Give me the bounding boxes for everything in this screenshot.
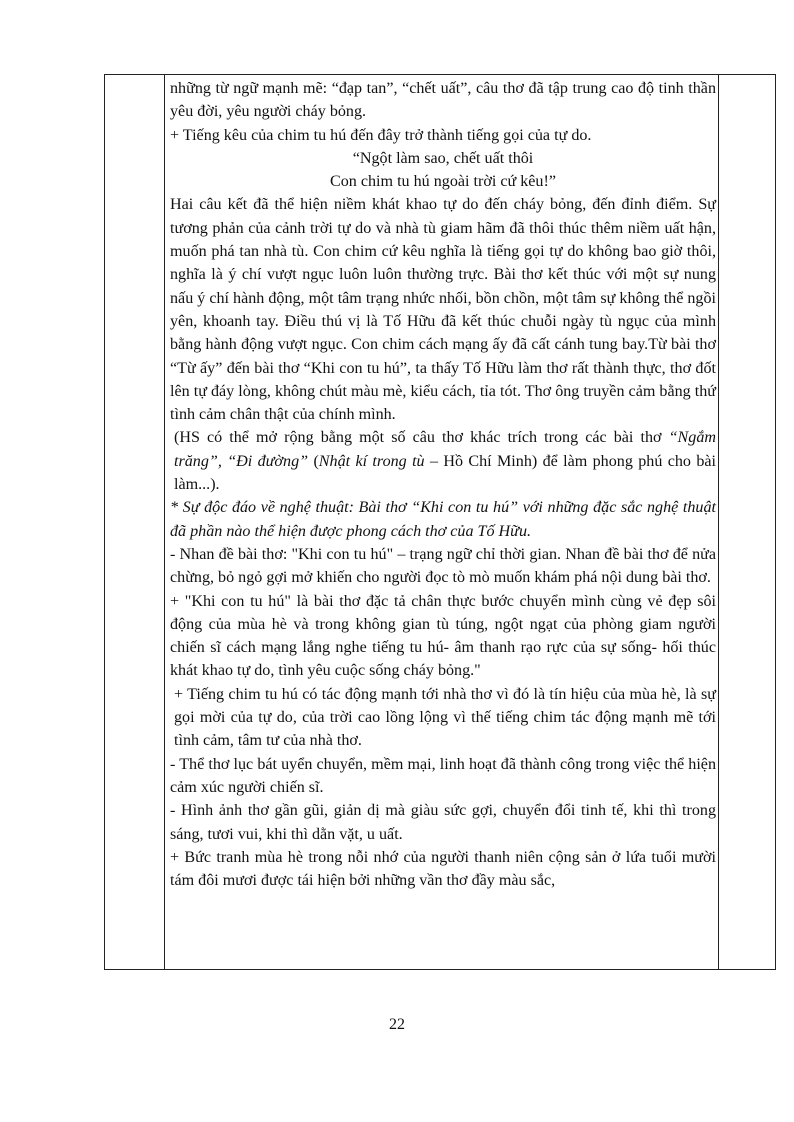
- text-run: (HS có thể mở rộng bằng một số câu thơ khác trích trong các bài thơ: [174, 429, 662, 447]
- paragraph: + Bức tranh mùa hè trong nỗi nhớ của người thanh niên cộng sản ở lứa tuổi mười tám đôi mươi được tái hiện bởi những vần thơ đầy màu sắc,: [170, 848, 716, 890]
- text-run: (: [313, 452, 319, 470]
- italic-text: Nhật kí trong tù: [318, 452, 425, 470]
- table-content-cell: [165, 75, 720, 969]
- paragraph: - Nhan đề bài thơ: "Khi con tu hú" – trạng ngữ chỉ thời gian. Nhan đề bài thơ để nửa chừng, bỏ ngỏ gợi mở khiến cho người đọc tò mò muốn khám phá nội dung bài thơ.: [170, 545, 716, 587]
- table-right-column: [718, 75, 775, 969]
- paragraph: + Tiếng chim tu hú có tác động mạnh tới nhà thơ vì đó là tín hiệu của mùa hè, là sự gọi mời của tự do, của trời cao lồng lộng vì thế tiếng chim tác động mạnh mẽ tới tình cảm, tâm tư của nhà thơ.: [174, 685, 716, 750]
- table-left-column: [105, 75, 165, 969]
- paragraph: những từ ngữ mạnh mẽ: “đạp tan”, “chết uất”, câu thơ đã tập trung cao độ tinh thần yêu đời, yêu người cháy bỏng.: [170, 80, 716, 121]
- paragraph: - Thể thơ lục bát uyển chuyển, mềm mại, linh hoạt đã thành công trong việc thể hiện cảm xúc người chiến sĩ.: [170, 755, 716, 796]
- paragraph: [170, 426, 716, 496]
- poem-line: Con chim tu hú ngoài trời cứ kêu!”: [330, 173, 556, 191]
- paragraph: + "Khi con tu hú" là bài thơ đặc tả chân thực bước chuyển mình cùng vẻ đẹp sôi động của mùa hè và trong không gian tù túng, ngột ngạt của phòng giam người chiến sĩ cách mạng lắng nghe tiếng tu hú- âm thanh rạo rực của sự sống- hối thúc khát khao tự do, tình yêu cuộc sống cháy bỏng.": [170, 592, 716, 680]
- paragraph: - Hình ảnh thơ gần gũi, giản dị mà giàu sức gợi, chuyển đổi tinh tế, khi thì trong sáng, tươi vui, khi thì dằn vặt, u uất.: [170, 802, 716, 843]
- content-table: [104, 74, 776, 970]
- section-heading: * Sự độc đáo về nghệ thuật: Bài thơ “Khi con tu hú” với những đặc sắc nghệ thuật đã phần nào thể hiện được phong cách thơ của Tố Hữu.: [170, 499, 716, 540]
- page-number: 22: [389, 1016, 405, 1033]
- paragraph: + Tiếng kêu của chim tu hú đến đây trở thành tiếng gọi của tự do.: [170, 126, 592, 144]
- text-run: – Hồ Chí Minh) để làm phong phú cho bài làm...).: [174, 452, 716, 494]
- poem-line: “Ngột làm sao, chết uất thôi: [352, 149, 534, 167]
- italic-text: “Ngắm trăng”, “Đi đường”: [174, 429, 716, 470]
- paragraph: Hai câu kết đã thể hiện niềm khát khao tự do đến cháy bỏng, đến đỉnh điểm. Sự tương phản của cảnh trời tự do và nhà tù giam hãm đã thôi thúc thêm niềm uất hận, muốn phá tan nhà tù. Con chim cứ kêu nghĩa là tiếng gọi tự do không bao giờ thôi, nghĩa là ý chí vượt ngục luôn luôn thường trực. Bài thơ kết thúc với một sự nung nấu ý chí hành động, một tâm trạng nhức nhối, bồn chồn, một tâm sự không thể ngồi yên, khoanh tay. Điều thú vị là Tố Hữu đã kết thúc chuỗi ngày tù ngục của mình bằng hành động vượt ngục. Con chim cách mạng ấy đã cất cánh tung bay.Từ bài thơ “Từ ấy” đến bài thơ “Khi con tu hú”, ta thấy Tố Hữu làm thơ rất thành thực, thơ đốt lên tự đáy lòng, không chút màu mè, kiểu cách, tỉa tót. Thơ ông truyền cảm bằng thứ tình cảm chân thật của chính mình.: [170, 196, 716, 424]
